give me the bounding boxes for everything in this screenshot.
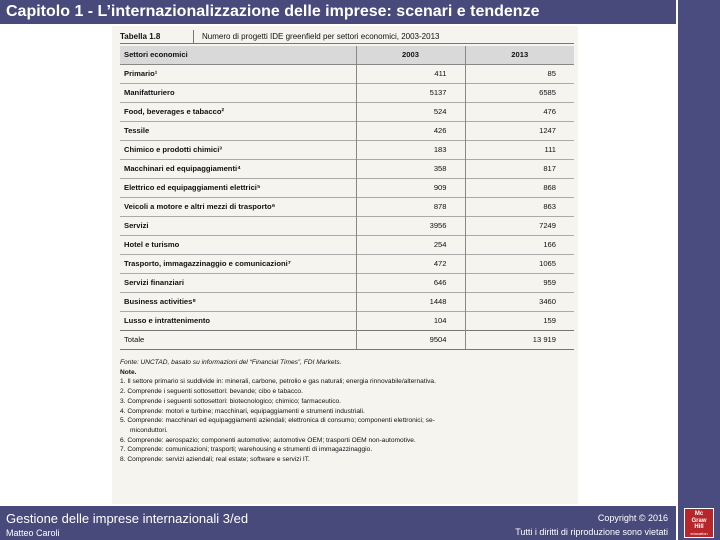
total-label-cell: Totale [120,330,356,349]
value-2003-cell: 472 [356,254,465,273]
right-decorative-strip [676,0,720,540]
table-row [120,216,574,235]
data-table [120,46,574,350]
logo-line: Hill [694,524,704,530]
sector-cell: Servizi [120,216,356,235]
table-notes [120,358,574,465]
value-2003-cell: 3956 [356,216,465,235]
table-total-row [120,330,574,349]
sector-cell: Veicoli a motore e altri mezzi di trasporto⁶ [120,197,356,216]
sector-cell: Manifatturiero [120,83,356,102]
value-2003-cell: 524 [356,102,465,121]
table-row [120,235,574,254]
note-item: 7. Comprende: comunicazioni; trasporti; warehousing e strumenti di immagazzinaggio. [120,446,373,454]
value-2003-cell: 909 [356,178,465,197]
value-2013-cell: 111 [544,145,556,154]
publisher-logo [684,508,714,538]
sector-cell: Tessile [120,121,356,140]
footer-rights: Tutti i diritti di riproduzione sono vietati [515,527,668,537]
value-2013-cell: 6585 [539,88,556,97]
table-row [120,197,574,216]
value-2013-cell: 476 [543,107,556,116]
note-item: 2. Comprende i seguenti sottosettori: bevande; cibo e tabacco. [120,388,303,396]
sector-cell: Primario¹ [120,64,356,83]
value-2003-cell: 426 [356,121,465,140]
value-2003-cell: 1448 [356,292,465,311]
column-header-sector: Settori economici [120,46,356,64]
value-2013-cell: 868 [543,183,556,192]
table-row [120,292,574,311]
sector-cell: Hotel e turismo [120,235,356,254]
slide-title: Capitolo 1 - L’internazionalizzazione delle imprese: scenari e tendenze [6,3,540,20]
table-row [120,102,574,121]
value-2003-cell: 104 [356,311,465,330]
footer-book-title: Gestione delle imprese internazionali 3/ed [6,511,249,526]
value-2003-cell: 358 [356,159,465,178]
table-row [120,159,574,178]
table-row [120,273,574,292]
table-header-row [120,46,574,64]
note-item: 8. Comprende: servizi aziendali; real estate; software e servizi IT. [120,456,310,464]
table-caption-text: Numero di progetti IDE greenfield per settori economici, 2003-2013 [202,32,440,41]
sector-cell: Chimico e prodotti chimici³ [120,140,356,159]
sector-cell: Lusso e intrattenimento [120,311,356,330]
column-header-2013: 2013 [465,46,574,64]
footer-copyright: Copyright © 2016 [597,513,668,523]
note-item: 3. Comprende i seguenti sottosettori: biotecnologico; chimico; farmaceutico. [120,397,342,405]
value-2013-cell: 7249 [539,221,556,230]
sector-cell: Elettrico ed equipaggiamenti elettrici⁵ [120,178,356,197]
book-page-image [112,26,578,504]
value-2013-cell: 3460 [539,297,556,306]
value-2013-cell: 1247 [539,126,556,135]
note-item: 5. Comprende: macchinari ed equipaggiamenti aziendali; elettronica di consumo; componenti elettronici; se- [120,417,435,425]
value-2003-cell: 5137 [356,83,465,102]
table-row [120,178,574,197]
strip-divider [676,0,678,540]
table-source: Fonte: UNCTAD, basato su informazioni del “Financial Times”, FDI Markets. [120,359,342,366]
sector-cell: Servizi finanziari [120,273,356,292]
value-2003-cell: 878 [356,197,465,216]
footer-author: Matteo Caroli [6,528,60,538]
note-item: 1. Il settore primario si suddivide in: minerali, carbone, petrolio e gas naturali; energia rinnovabile/alternativa. [120,378,436,386]
value-2013-cell: 85 [547,69,556,78]
logo-line: Graw [691,517,707,524]
logo-line: Mc [694,511,704,517]
sector-cell: Food, beverages e tabacco² [120,102,356,121]
value-2013-cell: 863 [543,202,556,211]
sector-cell: Business activities⁸ [120,292,356,311]
value-2013-cell: 959 [543,278,556,287]
value-2013-cell: 817 [543,164,556,173]
logo-subtitle: education [690,530,708,536]
table-row [120,254,574,273]
total-2003-cell: 9504 [356,330,465,349]
value-2013-cell: 1065 [539,259,556,268]
slide-footer [0,506,676,540]
table-caption [120,30,574,44]
table-row [120,140,574,159]
value-2003-cell: 183 [356,140,465,159]
value-2003-cell: 254 [356,235,465,254]
table-row [120,83,574,102]
table-row [120,121,574,140]
note-item: 4. Comprende: motori e turbine; macchinari, equipaggiamenti e strumenti industriali. [120,407,365,415]
table-number: Tabella 1.8 [120,30,194,44]
table-row [120,311,574,330]
sector-cell: Macchinari ed equipaggiamenti⁴ [120,159,356,178]
value-2003-cell: 646 [356,273,465,292]
notes-title: Note. [120,368,137,376]
value-2003-cell: 411 [356,64,465,83]
column-header-2003: 2003 [356,46,465,64]
note-item: 6. Comprende: aerospazio; componenti automotive; automotive OEM; trasporti OEM non-automotive. [120,436,416,444]
slide-title-bar [0,0,676,24]
value-2013-cell: 159 [543,316,556,325]
sector-cell: Trasporto, immagazzinaggio e comunicazioni⁷ [120,254,356,273]
note-item: miconduttori. [130,426,168,434]
table-row [120,64,574,83]
total-2013-cell: 13 919 [465,330,574,349]
value-2013-cell: 166 [543,240,556,249]
